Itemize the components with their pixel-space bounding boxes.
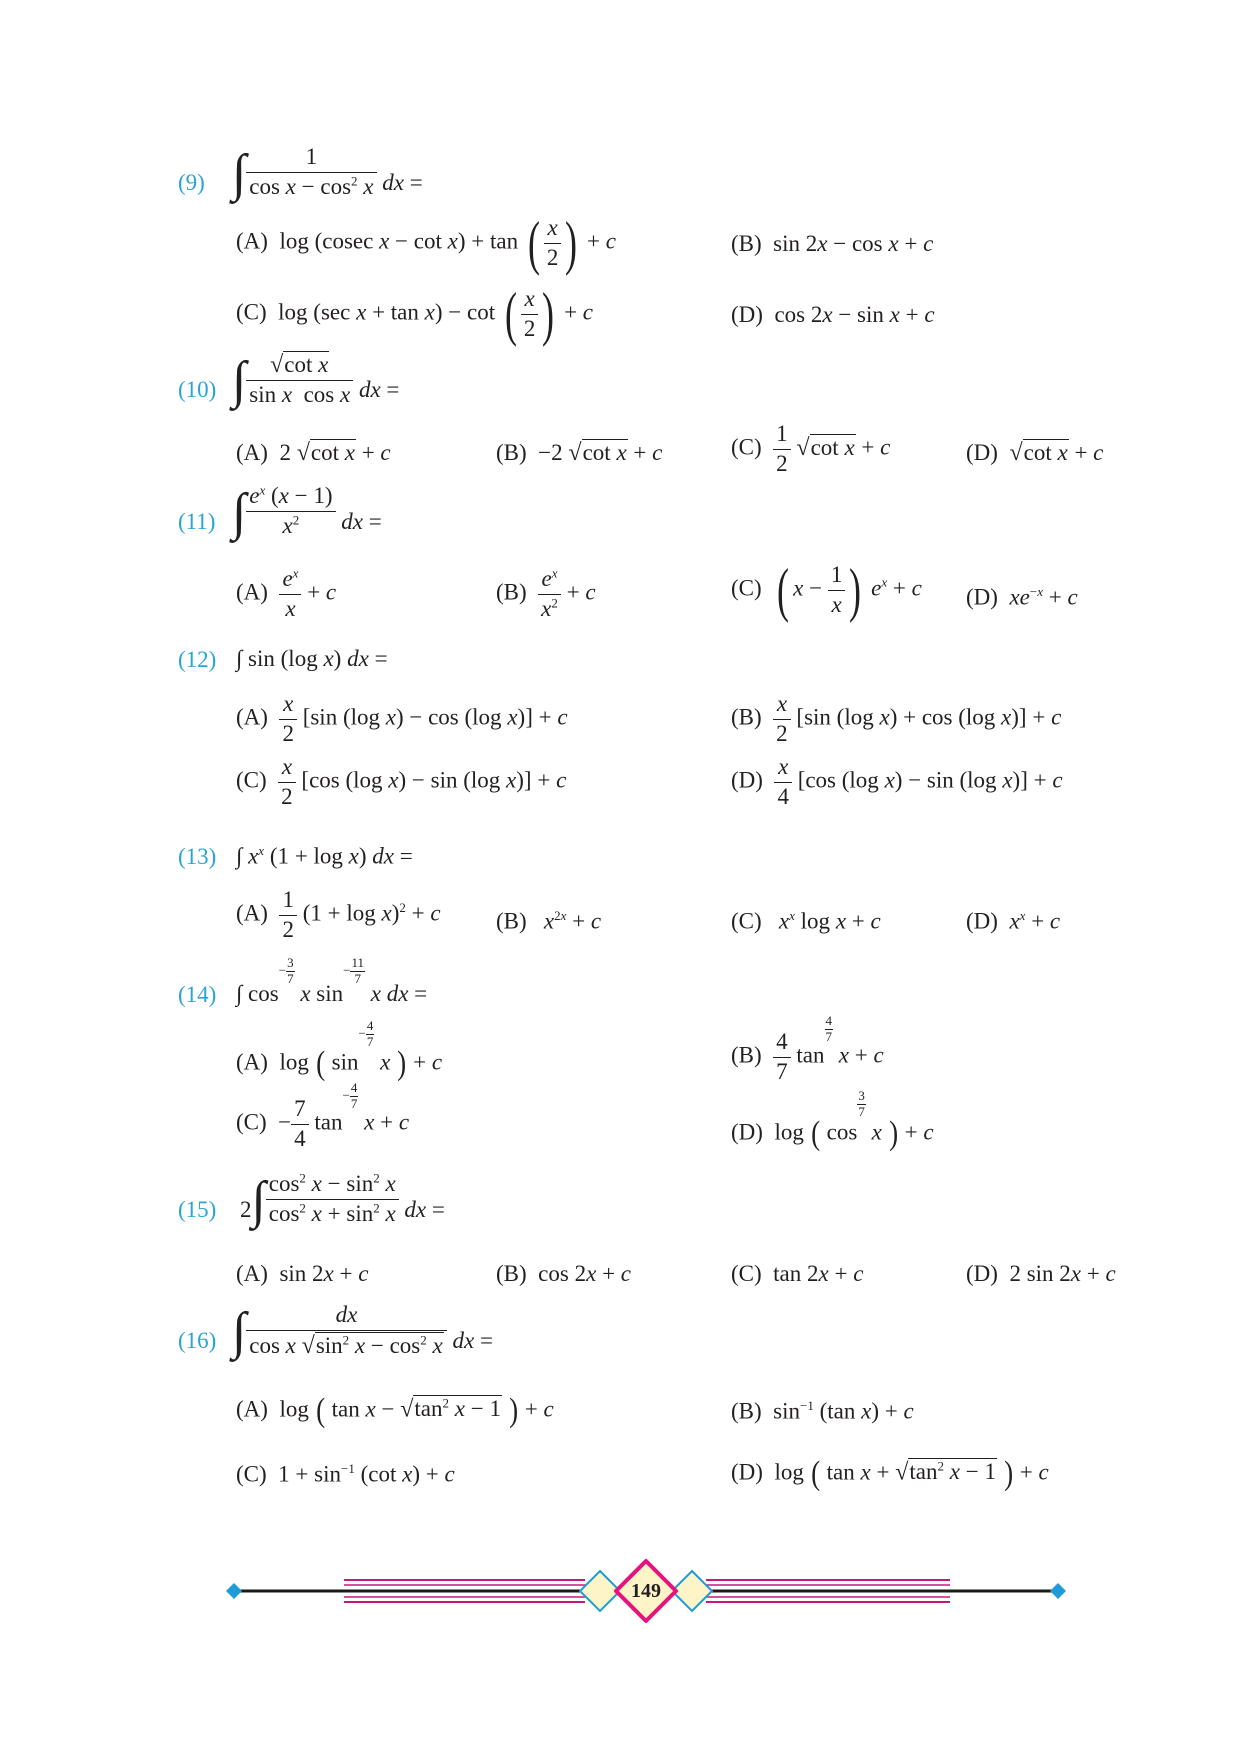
- question-13-expression: ∫ $x^x$ (1 + log x) dx =: [236, 843, 413, 869]
- option-label: (B): [731, 1042, 762, 1068]
- option-d: (D) $x^x + c$: [966, 908, 1061, 934]
- option-c: (C) log (sec x + tan x) − cot ( $\frac{x}{2}$ ) + c: [236, 281, 594, 347]
- question-number: (16): [178, 1328, 217, 1353]
- option-b: (B) $\frac{e^x}{x^2}$ + c: [496, 565, 596, 621]
- option-c: (C) $\frac{x}{2}$ [cos (log x) − sin (log x)] + c: [236, 754, 567, 809]
- question-number: (15): [178, 1197, 217, 1222]
- option-c: (C) ( x − $\frac{1}{x}$ ) $e^x + c$: [731, 557, 922, 623]
- option-d: (D) log ( cos $\frac{3}{7}$ x ) + c: [731, 1088, 934, 1152]
- option-label: (D): [731, 767, 763, 793]
- option-a: (A) $\frac{x}{2}$ [sin (log x) − cos (log x)] + c: [236, 691, 568, 746]
- option-label: (D): [731, 1119, 763, 1145]
- option-label: (C): [731, 1261, 762, 1286]
- option-label: (D): [731, 1459, 763, 1485]
- option-d: (D) $\frac{x}{4}$ [cos (log x) − sin (log x)] + c: [731, 754, 1063, 809]
- option-label: (A): [236, 579, 268, 605]
- question-number: (9): [178, 170, 205, 195]
- option-d: (D) $xe^{-x} + c$: [966, 584, 1078, 610]
- option-a: (A) log (cosec x − cot x) + tan ( $\frac{x}{2}$ ) + c: [236, 210, 616, 276]
- option-a: (A) sin 2x + c: [236, 1261, 369, 1286]
- option-a: (A) log ( sin− $\frac{4}{7}$ x ) + c: [236, 1018, 443, 1082]
- option-label: (C): [731, 908, 762, 934]
- footer-diamond-left: [226, 1583, 242, 1599]
- question-number: (14): [178, 982, 217, 1007]
- question-12-expression: ∫ sin (log x) dx =: [236, 646, 388, 671]
- option-label: (C): [236, 1461, 267, 1487]
- page-number: 149: [631, 1580, 661, 1602]
- option-b: (B) cos 2x + c: [496, 1261, 632, 1286]
- option-label: (C): [236, 767, 267, 793]
- option-label: (B): [731, 704, 762, 730]
- option-b: (B) sin 2x − cos x + c: [731, 231, 934, 256]
- option-label: (D): [966, 1261, 998, 1286]
- question-15-expression: 2∫ $\frac{\cos^2 x - \sin^2 x}{\cos^2 x + \sin^2 x}$ dx =: [240, 1170, 445, 1229]
- footer-diamond-right: [1050, 1583, 1066, 1599]
- option-c: (C) $1 + \sin^{-1} (\cot$ x) + c: [236, 1461, 455, 1487]
- option-label: (A): [236, 1049, 268, 1075]
- option-label: (D): [966, 440, 998, 465]
- option-c: (C) $\frac{1}{2}$ √cot x + c: [731, 421, 891, 476]
- question-number: (13): [178, 844, 217, 869]
- option-label: (C): [731, 575, 762, 601]
- option-label: (B): [496, 440, 527, 465]
- question-number: (12): [178, 647, 217, 672]
- option-label: (C): [236, 1109, 267, 1135]
- option-a: (A) 2 √cot x + c: [236, 440, 391, 466]
- option-label: (B): [496, 908, 527, 934]
- option-label: (C): [236, 299, 267, 325]
- option-b: (B) $\frac{4}{7}$ tan $\frac{4}{7}$ x + c: [731, 1013, 884, 1084]
- option-label: (A): [236, 228, 268, 254]
- question-16-expression: ∫ $\frac{dx}{\cos x √\sin^2 x - \cos^2 x}$ dx =: [232, 1301, 493, 1360]
- question-9-expression: ∫ $\frac{1}{\cos x - \cos^2 x}$ dx =: [232, 144, 423, 202]
- option-b: (B) $\sin^{-1} (\tan$ x) + c: [731, 1398, 914, 1424]
- option-label: (A): [236, 900, 268, 926]
- option-d: (D) √cot x + c: [966, 440, 1104, 466]
- question-number: (10): [178, 377, 217, 402]
- option-c: (C) − $\frac{7}{4}$ tan− $\frac{4}{7}$ x + c: [236, 1080, 410, 1151]
- option-a: (A) log ( $\tan x - √\tan^2$ x − 1 ) + c: [236, 1392, 554, 1429]
- option-label: (D): [731, 302, 763, 327]
- option-label: (B): [496, 1261, 527, 1286]
- option-b: (B) $\frac{x}{2}$ [sin (log x) + cos (log x)] + c: [731, 691, 1062, 746]
- option-label: (B): [496, 579, 527, 605]
- option-c: (C) $x^x$ log x + c: [731, 908, 881, 934]
- option-label: (D): [966, 908, 998, 934]
- option-label: (A): [236, 704, 268, 730]
- option-b: (B) −2 √cot x + c: [496, 440, 663, 466]
- option-label: (A): [236, 440, 268, 465]
- question-10-expression: ∫ $\frac{\text{√cot x}}{\text{sin x cos x}}$ dx =: [232, 351, 400, 409]
- option-label: (B): [731, 231, 762, 256]
- option-label: (A): [236, 1396, 268, 1422]
- option-label: (C): [731, 434, 762, 460]
- option-c: (C) tan 2x + c: [731, 1261, 864, 1286]
- option-label: (B): [731, 1398, 762, 1424]
- option-a: (A) $\frac{1}{2}$ $(1 + \log x)^2 + c$: [236, 887, 441, 942]
- option-a: (A) $\frac{e^x}{x}$ + c: [236, 565, 337, 621]
- question-11-expression: ∫ $\frac{e^x (x - 1)}{x^2}$ dx =: [232, 482, 382, 541]
- option-b: (B) $x^{2x} + c$: [496, 908, 602, 934]
- question-number: (11): [178, 509, 216, 534]
- option-label: (D): [966, 584, 998, 610]
- option-d: (D) log ( $\tan x + √\tan^2$ x − 1 ) + c: [731, 1455, 1049, 1492]
- option-d: (D) 2 sin 2x + c: [966, 1261, 1116, 1286]
- option-label: (A): [236, 1261, 268, 1286]
- option-d: (D) cos 2x − sin x + c: [731, 302, 935, 327]
- question-14-expression: ∫ cos− $\frac{3}{7}$ x sin− $\frac{11}{7}$ x dx =: [236, 955, 428, 1006]
